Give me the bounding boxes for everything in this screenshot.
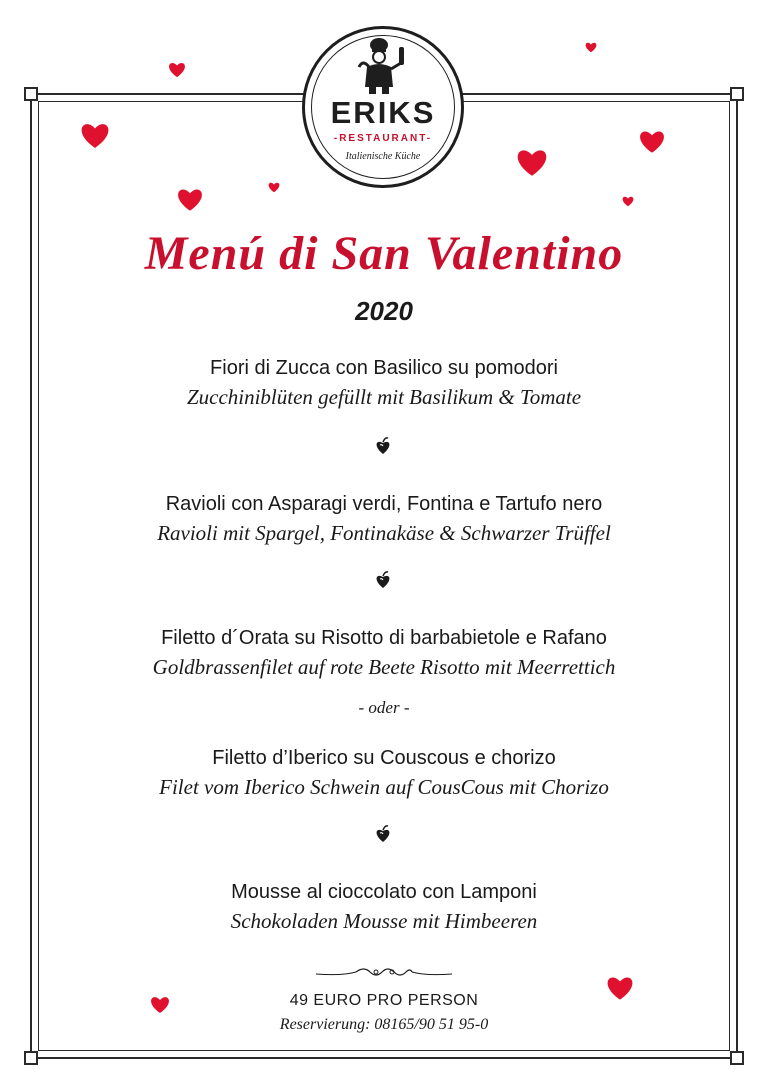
course-italian: Filetto d´Orata su Risotto di barbabietole e Rafano [161, 627, 607, 649]
heart-icon [80, 122, 110, 150]
heart-icon [585, 42, 597, 53]
course-italian: Ravioli con Asparagi verdi, Fontina e Tartufo nero [165, 493, 603, 515]
heart-icon [516, 148, 548, 178]
logo-subtitle: -RESTAURANT- [333, 133, 433, 144]
course-italian: Fiori di Zucca con Basilico su pomodori [210, 357, 558, 379]
restaurant-logo [302, 26, 464, 188]
logo-tagline: Italienische Küche [345, 151, 421, 162]
chef-icon [357, 37, 413, 95]
heart-icon [268, 182, 280, 193]
reservation-phone: Reservierung: 08165/90 51 95-0 [279, 1016, 489, 1033]
apple-heart-icon [373, 824, 393, 844]
course-item [40, 490, 728, 548]
price-label: 49 EURO PRO PERSON [289, 992, 479, 1009]
course-german: Ravioli mit Spargel, Fontinakäse & Schwarzer Trüffel [157, 521, 611, 545]
course-german: Filet vom Iberico Schwein auf CousCous mit Chorizo [159, 775, 609, 799]
border-corner [24, 1051, 38, 1065]
heart-icon [168, 62, 186, 78]
border-corner [730, 87, 744, 101]
apple-heart-icon [373, 570, 393, 590]
border-corner [24, 87, 38, 101]
flourish-divider [312, 964, 456, 980]
course-item [40, 624, 728, 682]
apple-heart-icon [373, 436, 393, 456]
course-item [40, 878, 728, 936]
menu-year: 2020 [355, 296, 413, 326]
course-german: Zucchiniblüten gefüllt mit Basilikum & Tomate [186, 385, 582, 409]
course-italian: Filetto d’Iberico su Couscous e chorizo [212, 747, 556, 769]
heart-icon [638, 130, 666, 154]
alternative-label: - oder - [358, 698, 410, 717]
logo-name: ERIKS [330, 95, 436, 130]
course-german: Goldbrassenfilet auf rote Beete Risotto mit Meerrettich [152, 655, 616, 679]
menu-title: Menú di San Valentino [144, 227, 624, 280]
course-italian: Mousse al cioccolato con Lamponi [231, 881, 537, 903]
heart-icon [622, 196, 634, 207]
course-item [40, 744, 728, 802]
course-item [40, 354, 728, 412]
border-corner [730, 1051, 744, 1065]
course-german: Schokoladen Mousse mit Himbeeren [230, 909, 538, 933]
heart-icon [176, 188, 204, 212]
